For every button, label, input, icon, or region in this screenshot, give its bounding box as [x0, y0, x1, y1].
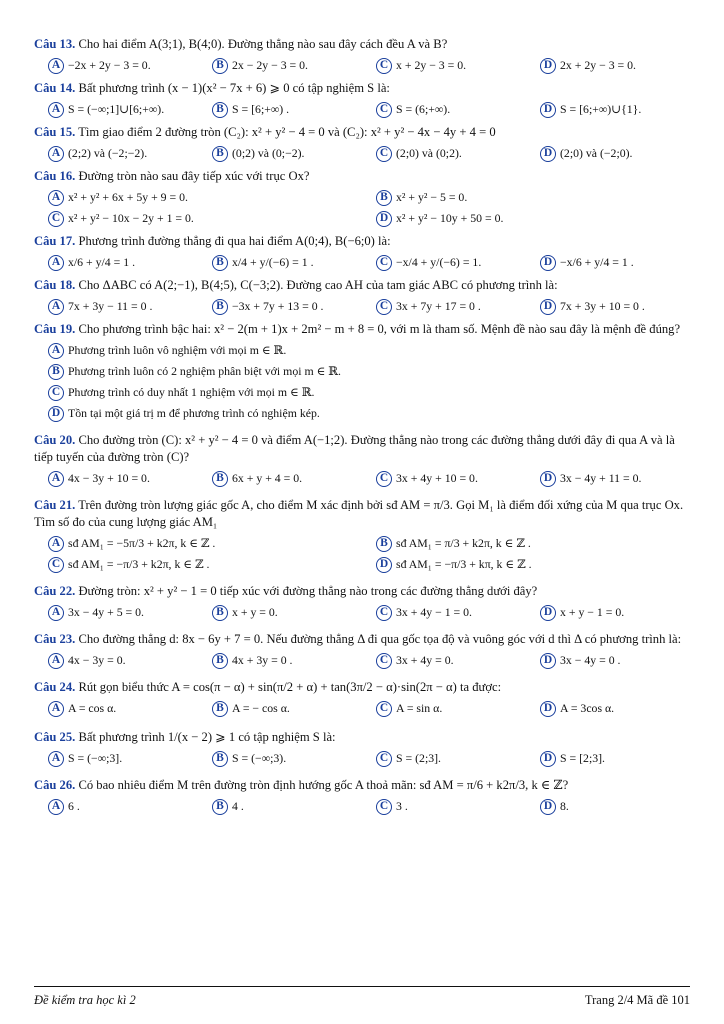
- question-17: [34, 233, 690, 273]
- answer-option-c[interactable]: [34, 208, 362, 229]
- option-letter-circle: C: [376, 471, 392, 487]
- option-letter-circle: A: [48, 536, 64, 552]
- option-letter-circle: B: [212, 299, 228, 315]
- question-16: [34, 168, 690, 229]
- option-text: x² + y² − 5 = 0.: [396, 190, 468, 204]
- answer-option-b[interactable]: [198, 99, 362, 120]
- answer-option-b[interactable]: [198, 748, 362, 769]
- answer-option-c[interactable]: [362, 55, 526, 76]
- answer-option-d[interactable]: [526, 143, 690, 164]
- question-stem: [34, 36, 690, 53]
- answer-option-a[interactable]: [34, 296, 198, 317]
- question-number: Câu 26.: [34, 778, 76, 792]
- answer-options: [34, 748, 690, 769]
- answer-options: [34, 55, 690, 76]
- option-text: x + 2y − 3 = 0.: [396, 58, 467, 72]
- question-number: Câu 20.: [34, 433, 76, 447]
- question-text: Cho hai điểm A(3;1), B(4;0). Đường thẳng nào sau đây cách đều A và B?: [78, 37, 448, 51]
- option-letter-circle: D: [48, 406, 64, 422]
- question-list: [34, 36, 690, 825]
- question-number: Câu 22.: [34, 584, 76, 598]
- option-letter-circle: A: [48, 102, 64, 118]
- answer-option-b[interactable]: [198, 602, 362, 623]
- option-text: −3x + 7y + 13 = 0 .: [232, 299, 324, 313]
- question-number: Câu 19.: [34, 322, 76, 336]
- option-letter-circle: A: [48, 605, 64, 621]
- answer-option-a[interactable]: [34, 143, 198, 164]
- option-letter-circle: A: [48, 799, 64, 815]
- answer-option-c[interactable]: [362, 296, 526, 317]
- option-text: S = (6;+∞).: [396, 102, 451, 116]
- question-text: Cho phương trình bậc hai: x² − 2(m + 1)x + 2m² − m + 8 = 0, với m là tham số. Mệnh đề nào sau đây là mệnh đề đúng?: [78, 322, 681, 336]
- answer-option-a[interactable]: [34, 99, 198, 120]
- question-18: [34, 277, 690, 317]
- answer-option-a[interactable]: [34, 340, 690, 361]
- question-stem: [34, 233, 690, 250]
- option-text: S = [6;+∞)∪{1}.: [560, 102, 642, 116]
- option-text: x + y = 0.: [232, 605, 278, 619]
- option-letter-circle: A: [48, 471, 64, 487]
- question-number: Câu 16.: [34, 169, 76, 183]
- option-text: x/6 + y/4 = 1 .: [68, 255, 136, 269]
- option-letter-circle: D: [540, 471, 556, 487]
- answer-option-d[interactable]: [526, 602, 690, 623]
- option-text: −2x + 2y − 3 = 0.: [68, 58, 151, 72]
- option-letter-circle: D: [376, 557, 392, 573]
- option-letter-circle: D: [540, 751, 556, 767]
- option-text: Phương trình luôn vô nghiệm với mọi m ∈ ℝ.: [68, 343, 287, 357]
- question-text: Có bao nhiêu điểm M trên đường tròn định hướng gốc A thoả mãn: sđ AM = π/6 + k2π/3, k ∈ ℤ?: [78, 778, 569, 792]
- option-text: Tồn tại một giá trị m để phương trình có nghiệm kép.: [68, 406, 320, 420]
- answer-option-c[interactable]: [362, 468, 526, 489]
- option-letter-circle: B: [212, 751, 228, 767]
- option-text: 3x − 4y = 0 .: [560, 653, 621, 667]
- answer-options: [34, 296, 690, 317]
- answer-option-c[interactable]: [362, 99, 526, 120]
- option-text: S = (−∞;3].: [68, 751, 123, 765]
- option-letter-circle: A: [48, 255, 64, 271]
- option-letter-circle: B: [212, 799, 228, 815]
- question-stem: [34, 124, 690, 141]
- option-letter-circle: D: [376, 211, 392, 227]
- question-26: [34, 777, 690, 817]
- option-text: S = (2;3].: [396, 751, 441, 765]
- option-text: (0;2) và (0;−2).: [232, 146, 305, 160]
- option-text: 6x + y + 4 = 0.: [232, 471, 303, 485]
- answer-option-a[interactable]: [34, 533, 362, 554]
- option-letter-circle: B: [48, 364, 64, 380]
- answer-option-c[interactable]: [362, 698, 526, 719]
- option-letter-circle: C: [376, 701, 392, 717]
- answer-options: [34, 187, 690, 229]
- question-number: Câu 23.: [34, 632, 76, 646]
- option-text: 3x + 4y = 0.: [396, 653, 454, 667]
- option-text: 7x + 3y + 10 = 0 .: [560, 299, 645, 313]
- option-text: (2;2) và (−2;−2).: [68, 146, 148, 160]
- option-letter-circle: D: [540, 701, 556, 717]
- option-text: Phương trình luôn có 2 nghiệm phân biệt với mọi m ∈ ℝ.: [68, 364, 341, 378]
- option-text: sđ AM₁ = π/3 + k2π, k ∈ ℤ .: [396, 536, 531, 550]
- page-footer: [34, 986, 690, 1008]
- question-22: [34, 583, 690, 623]
- question-text: Rút gọn biểu thức A = cos(π − α) + sin(π/2 + α) + tan(3π/2 − α)·sin(2π − α) ta được:: [78, 680, 502, 694]
- answer-option-d[interactable]: [526, 296, 690, 317]
- answer-option-d[interactable]: [526, 99, 690, 120]
- option-text: 3 .: [396, 799, 408, 813]
- option-letter-circle: C: [376, 299, 392, 315]
- option-text: Phương trình có duy nhất 1 nghiệm với mọi m ∈ ℝ.: [68, 385, 315, 399]
- option-text: 3x + 4y + 10 = 0.: [396, 471, 478, 485]
- option-text: S = [6;+∞) .: [232, 102, 290, 116]
- option-letter-circle: B: [212, 701, 228, 717]
- question-text: Trên đường tròn lượng giác gốc A, cho điểm M xác định bởi sđ AM = π/3. Gọi M₁ là điểm đối xứng của M qua trục Ox. Tìm số đo của cung lượng giác AM₁: [34, 498, 684, 529]
- answer-option-c[interactable]: [34, 554, 362, 575]
- answer-option-c[interactable]: [362, 650, 526, 671]
- answer-option-b[interactable]: [198, 698, 362, 719]
- answer-options: [34, 252, 690, 273]
- option-letter-circle: B: [212, 102, 228, 118]
- option-letter-circle: C: [376, 102, 392, 118]
- option-letter-circle: B: [212, 58, 228, 74]
- question-stem: [34, 432, 690, 466]
- question-stem: [34, 80, 690, 97]
- option-letter-circle: B: [212, 471, 228, 487]
- option-text: A = 3cos α.: [560, 701, 615, 715]
- answer-option-a[interactable]: [34, 650, 198, 671]
- footer-exam-name: Đề kiểm tra học kì 2: [34, 993, 136, 1007]
- question-number: Câu 25.: [34, 730, 76, 744]
- answer-option-b[interactable]: [362, 533, 690, 554]
- option-letter-circle: A: [48, 751, 64, 767]
- question-number: Câu 14.: [34, 81, 76, 95]
- answer-option-b[interactable]: [198, 796, 362, 817]
- question-stem: [34, 277, 690, 294]
- option-text: −x/6 + y/4 = 1 .: [560, 255, 634, 269]
- answer-option-a[interactable]: [34, 252, 198, 273]
- question-stem: [34, 583, 690, 600]
- option-text: 3x − 4y + 5 = 0.: [68, 605, 144, 619]
- answer-option-a[interactable]: [34, 55, 198, 76]
- answer-options: [34, 533, 690, 575]
- option-letter-circle: D: [540, 102, 556, 118]
- option-text: 8.: [560, 799, 569, 813]
- option-text: 2x − 2y − 3 = 0.: [232, 58, 308, 72]
- option-text: x² + y² − 10y + 50 = 0.: [396, 211, 504, 225]
- option-text: 6 .: [68, 799, 80, 813]
- option-letter-circle: B: [212, 653, 228, 669]
- option-letter-circle: A: [48, 190, 64, 206]
- option-text: A = − cos α.: [232, 701, 290, 715]
- answer-option-a[interactable]: [34, 187, 362, 208]
- answer-option-b[interactable]: [34, 361, 690, 382]
- option-text: 7x + 3y − 11 = 0 .: [68, 299, 153, 313]
- answer-options: [34, 340, 690, 424]
- option-text: sđ AM₁ = −π/3 + k2π, k ∈ ℤ .: [68, 557, 210, 571]
- option-letter-circle: A: [48, 58, 64, 74]
- option-letter-circle: C: [48, 385, 64, 401]
- question-number: Câu 24.: [34, 680, 76, 694]
- answer-option-a[interactable]: [34, 602, 198, 623]
- question-text: Bất phương trình 1/(x − 2) ⩾ 1 có tập nghiệm S là:: [78, 730, 336, 744]
- answer-option-a[interactable]: [34, 698, 198, 719]
- option-letter-circle: D: [540, 799, 556, 815]
- option-text: −x/4 + y/(−6) = 1.: [396, 255, 482, 269]
- answer-option-c[interactable]: [362, 252, 526, 273]
- answer-options: [34, 468, 690, 489]
- answer-options: [34, 602, 690, 623]
- option-text: x² + y² − 10x − 2y + 1 = 0.: [68, 211, 194, 225]
- answer-options: [34, 143, 690, 164]
- answer-option-b[interactable]: [198, 55, 362, 76]
- option-text: x/4 + y/(−6) = 1 .: [232, 255, 314, 269]
- option-text: 2x + 2y − 3 = 0.: [560, 58, 636, 72]
- answer-option-d[interactable]: [526, 468, 690, 489]
- question-25: [34, 729, 690, 769]
- option-text: S = (−∞;3).: [232, 751, 287, 765]
- answer-option-d[interactable]: [362, 208, 690, 229]
- option-text: 4 .: [232, 799, 244, 813]
- question-21: [34, 497, 690, 575]
- option-text: sđ AM₁ = −π/3 + kπ, k ∈ ℤ .: [396, 557, 532, 571]
- option-text: sđ AM₁ = −5π/3 + k2π, k ∈ ℤ .: [68, 536, 216, 550]
- answer-option-b[interactable]: [198, 650, 362, 671]
- answer-option-d[interactable]: [526, 748, 690, 769]
- answer-option-a[interactable]: [34, 468, 198, 489]
- option-text: x + y − 1 = 0.: [560, 605, 625, 619]
- option-letter-circle: B: [212, 605, 228, 621]
- answer-option-c[interactable]: [362, 748, 526, 769]
- answer-option-c[interactable]: [34, 382, 690, 403]
- option-text: A = sin α.: [396, 701, 443, 715]
- question-text: Tìm giao điểm 2 đường tròn (C₂): x² + y² − 4 = 0 và (C₂): x² + y² − 4x − 4y + 4 = 0: [78, 125, 496, 139]
- option-letter-circle: D: [540, 605, 556, 621]
- option-text: 4x + 3y = 0 .: [232, 653, 293, 667]
- question-14: [34, 80, 690, 120]
- answer-option-a[interactable]: [34, 796, 198, 817]
- question-stem: [34, 321, 690, 338]
- answer-options: [34, 99, 690, 120]
- option-letter-circle: A: [48, 343, 64, 359]
- question-stem: [34, 729, 690, 746]
- option-text: 3x − 4y + 11 = 0.: [560, 471, 642, 485]
- question-24: [34, 679, 690, 719]
- footer-page-code: Trang 2/4 Mã đề 101: [584, 993, 690, 1007]
- answer-options: [34, 796, 690, 817]
- option-text: (2;0) và (0;2).: [396, 146, 462, 160]
- option-letter-circle: C: [376, 605, 392, 621]
- question-number: Câu 17.: [34, 234, 76, 248]
- option-text: S = (−∞;1]∪[6;+∞).: [68, 102, 165, 116]
- answer-option-d[interactable]: [526, 650, 690, 671]
- option-letter-circle: C: [376, 58, 392, 74]
- answer-option-b[interactable]: [198, 252, 362, 273]
- option-letter-circle: C: [48, 211, 64, 227]
- answer-option-b[interactable]: [198, 468, 362, 489]
- question-23: [34, 631, 690, 671]
- answer-option-c[interactable]: [362, 796, 526, 817]
- question-19: [34, 321, 690, 424]
- question-text: Cho đường thẳng d: 8x − 6y + 7 = 0. Nếu đường thẳng Δ đi qua gốc tọa độ và vuông góc với d thì Δ có phương trình là:: [78, 632, 682, 646]
- option-letter-circle: D: [540, 299, 556, 315]
- option-letter-circle: D: [540, 255, 556, 271]
- question-number: Câu 18.: [34, 278, 76, 292]
- option-text: S = [2;3].: [560, 751, 605, 765]
- answer-option-d[interactable]: [526, 252, 690, 273]
- answer-option-d[interactable]: [526, 55, 690, 76]
- option-letter-circle: A: [48, 653, 64, 669]
- answer-option-b[interactable]: [362, 187, 690, 208]
- option-letter-circle: A: [48, 299, 64, 315]
- question-number: Câu 21.: [34, 498, 76, 512]
- option-letter-circle: C: [376, 653, 392, 669]
- question-text: Bất phương trình (x − 1)(x² − 7x + 6) ⩾ 0 có tập nghiệm S là:: [78, 81, 390, 95]
- option-letter-circle: A: [48, 701, 64, 717]
- option-letter-circle: C: [376, 751, 392, 767]
- option-text: (2;0) và (−2;0).: [560, 146, 633, 160]
- option-letter-circle: D: [540, 58, 556, 74]
- option-text: A = cos α.: [68, 701, 117, 715]
- answer-option-c[interactable]: [362, 602, 526, 623]
- option-letter-circle: C: [376, 146, 392, 162]
- answer-options: [34, 698, 690, 719]
- option-letter-circle: D: [540, 146, 556, 162]
- question-stem: [34, 168, 690, 185]
- question-13: [34, 36, 690, 76]
- question-20: [34, 432, 690, 489]
- option-text: 4x − 3y = 0.: [68, 653, 126, 667]
- option-letter-circle: B: [212, 255, 228, 271]
- answer-option-d[interactable]: [526, 698, 690, 719]
- question-text: Đường tròn nào sau đây tiếp xúc với trục Ox?: [78, 169, 310, 183]
- answer-option-d[interactable]: [34, 403, 690, 424]
- option-letter-circle: B: [376, 190, 392, 206]
- answer-option-c[interactable]: [362, 143, 526, 164]
- option-text: x² + y² + 6x + 5y + 9 = 0.: [68, 190, 188, 204]
- answer-option-b[interactable]: [198, 296, 362, 317]
- answer-option-b[interactable]: [198, 143, 362, 164]
- answer-option-d[interactable]: [526, 796, 690, 817]
- option-letter-circle: B: [212, 146, 228, 162]
- question-text: Cho đường tròn (C): x² + y² − 4 = 0 và điểm A(−1;2). Đường thẳng nào trong các đường thẳng dưới đây đi qua A và là tiếp tuyến của đường tròn (C)?: [34, 433, 675, 464]
- question-stem: [34, 497, 690, 531]
- option-letter-circle: C: [48, 557, 64, 573]
- question-15: [34, 124, 690, 164]
- question-stem: [34, 679, 690, 696]
- option-letter-circle: A: [48, 146, 64, 162]
- option-text: 3x + 7y + 17 = 0 .: [396, 299, 481, 313]
- question-stem: [34, 631, 690, 648]
- option-letter-circle: C: [376, 255, 392, 271]
- option-text: 4x − 3y + 10 = 0.: [68, 471, 150, 485]
- answer-option-d[interactable]: [362, 554, 690, 575]
- question-stem: [34, 777, 690, 794]
- question-number: Câu 15.: [34, 125, 76, 139]
- question-text: Đường tròn: x² + y² − 1 = 0 tiếp xúc với đường thẳng nào trong các đường thẳng dưới đây?: [78, 584, 538, 598]
- option-text: 3x + 4y − 1 = 0.: [396, 605, 472, 619]
- question-text: Phương trình đường thẳng đi qua hai điểm A(0;4), B(−6;0) là:: [78, 234, 391, 248]
- option-letter-circle: D: [540, 653, 556, 669]
- answer-options: [34, 650, 690, 671]
- question-number: Câu 13.: [34, 37, 76, 51]
- option-letter-circle: C: [376, 799, 392, 815]
- question-text: Cho ΔABC có A(2;−1), B(4;5), C(−3;2). Đường cao AH của tam giác ABC có phương trình là:: [78, 278, 558, 292]
- option-letter-circle: B: [376, 536, 392, 552]
- answer-option-a[interactable]: [34, 748, 198, 769]
